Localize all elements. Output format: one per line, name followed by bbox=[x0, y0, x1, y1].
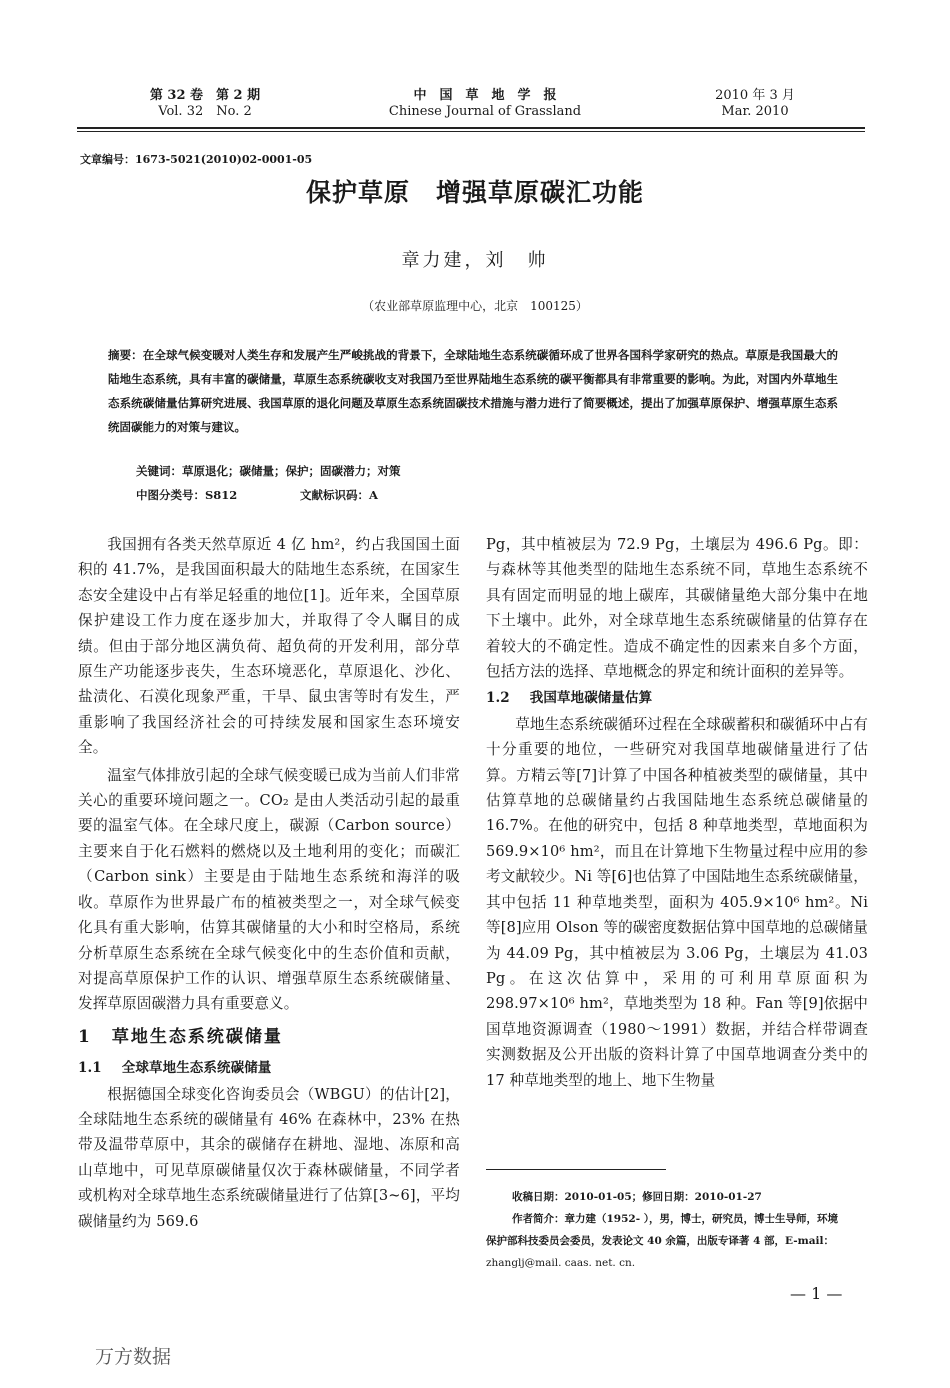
paragraph: 温室气体排放引起的全球气候变暖已成为当前人们非常关心的重要环境问题之一。CO₂ 是由人类活动引起的最重要的温室气体。在全球尺度上，碳源（Carbon source）主要来自于化石燃料的燃烧以及土地利用的变化；而碳汇（Carbon sink）主要是由于陆地生态系统和海洋的吸收。草原作为世界最广布的植被类型之一，对全球气候变化具有重大影响，估算其碳储量的大小和时空格局，系统分析草原生态系统在全球气候变化中的生态价值和贡献，对提高草原保护工作的认识、增强草原生态系统碳储量、发挥草原固碳潜力具有重要意义。 bbox=[78, 766, 460, 1013]
subsection-title: 我国草地碳储量估算 bbox=[529, 690, 653, 707]
footnote-rule bbox=[486, 1169, 666, 1170]
subsection-title: 全球草地生态系统碳储量 bbox=[121, 1060, 272, 1077]
header-date-cn: 2010 年 3 月 bbox=[715, 88, 795, 103]
keywords: 关键词：草原退化；碳储量；保护；固碳潜力；对策 bbox=[136, 464, 401, 478]
author-email: zhanglj@mail. caas. net. cn. bbox=[486, 1257, 636, 1269]
article-number: 文章编号：1673-5021(2010)02-0001-05 bbox=[80, 153, 313, 166]
paragraph: 草地生态系统碳循环过程在全球碳蓄积和碳循环中占有十分重要的地位，一些研究对我国草地碳储量进行了估算。方精云等[7]计算了中国各种植被类型的碳储量，其中估算草地的总碳储量约占我国陆地生态系统总碳储量的 16.7%。在他的研究中，包括 8 种草地类型，草地面积为 569.9×10⁶ hm²，而且在计算地下生物量过程中应用的参考文献较少。Ni 等[6]也估算了中国陆地生态系统碳储量，其中包括 11 种草地类型，面积为 405.9×10⁶ hm²。Ni 等[8]应用 Olson 等的碳密度数据估算中国草地的总碳储量为 44.09 Pg，其中植被层为 3.06 Pg，土壤层为 41.03 Pg。在这次估算中，采用的可利用草原面积为 298.97×10⁶ hm²，草地类型为 18 种。Fan 等[9]依据中国草地资源调查（1980～1991）数据，并结合样带调查实测数据及公开出版的资料计算了中国草地调查分类中的 17 种草地类型的地上、地下生物量 bbox=[486, 715, 868, 1089]
paragraph: 我国拥有各类天然草原近 4 亿 hm²，约占我国国土面积的 41.7%，是我国面积最大的陆地生态系统，在国家生态安全建设中占有举足轻重的地位[1]。近年来，全国草原保护建设工作力度在逐步加大，并取得了令人瞩目的成绩。但由于部分地区满负荷、超负荷的开发利用，部分草原生产功能逐步丧失，生态环境恶化，草原退化、沙化、盐渍化、石漠化现象严重，干旱、鼠虫害等时有发生，严重影响了我国经济社会的可持续发展和国家生态环境安全。 bbox=[78, 536, 460, 757]
header-date bbox=[690, 88, 820, 120]
subsection-number: 1.2 bbox=[486, 690, 510, 707]
watermark: 万方数据 bbox=[95, 1346, 172, 1368]
author-bio-line: 保护部科技委员会委员，发表论文 40 余篇，出版专译著 4 部，E-mail： bbox=[486, 1235, 834, 1247]
clc-number: 中图分类号：S812 bbox=[136, 488, 238, 502]
paragraph: 根据德国全球变化咨询委员会（WBGU）的估计[2]，全球陆地生态系统的碳储量有 46% 在森林中，23% 在热带及温带草原中，其余的碳储存在耕地、湿地、冻原和高山草地中，可见草原碳储量仅次于森林碳储量，不同学者或机构对全球草地生态系统碳储量进行了估算[3~6]，平均碳储量约为 569.6 bbox=[78, 1085, 460, 1230]
footnotes bbox=[486, 1186, 868, 1274]
header-volume-en: Vol. 32 No. 2 bbox=[158, 104, 252, 119]
header-rule-thick bbox=[77, 127, 865, 129]
paragraph: Pg，其中植被层为 72.9 Pg，土壤层为 496.6 Pg。即：与森林等其他类型的陆地生态系统不同，草地生态系统不具有固定而明显的地上碳库，其碳储量绝大部分集中在地下土壤中。此外，对全球草地生态系统碳储量的估算存在着较大的不确定性。造成不确定性的因素来自多个方面，包括方法的选择、草地概念的界定和统计面积的差异等。 bbox=[486, 536, 868, 681]
section-title: 草地生态系统碳储量 bbox=[111, 1026, 283, 1047]
header-journal bbox=[355, 88, 615, 120]
section-number: 1 bbox=[78, 1026, 92, 1047]
authors: 章力建，刘 帅 bbox=[401, 250, 549, 271]
author-bio-line: 作者简介：章力建（1952- ），男，博士，研究员，博士生导师，环境 bbox=[512, 1213, 838, 1225]
header-journal-cn: 中 国 草 地 学 报 bbox=[413, 88, 557, 103]
header-volume-issue bbox=[120, 88, 290, 120]
header-volume-cn: 第 32 卷 第 2 期 bbox=[149, 88, 261, 103]
page-title: 保护草原 增强草原碳汇功能 bbox=[305, 178, 644, 207]
header-rule-thin bbox=[77, 131, 865, 132]
subsection-heading-1-1 bbox=[78, 1056, 460, 1081]
right-column bbox=[486, 532, 868, 1093]
page-number: — 1 — bbox=[790, 1284, 843, 1303]
document-code: 文献标识码：A bbox=[300, 488, 378, 502]
subsection-number: 1.1 bbox=[78, 1060, 102, 1077]
received-date: 收稿日期：2010-01-05；修回日期：2010-01-27 bbox=[512, 1191, 762, 1203]
abstract: 摘要：在全球气候变暖对人类生存和发展产生严峻挑战的背景下，全球陆地生态系统碳循环成了世界各国科学家研究的热点。草原是我国最大的陆地生态系统，具有丰富的碳储量，草原生态系统碳收支对我国乃至世界陆地生态系统的碳平衡都具有非常重要的影响。为此，对国内外草地生态系统碳储量估算研究进展、我国草原的退化问题及草原生态系统固碳技术措施与潜力进行了简要概述，提出了加强草原保护、增强草原生态系统固碳能力的对策与建议。 bbox=[108, 348, 838, 434]
affiliation: （农业部草原监理中心，北京 100125） bbox=[362, 299, 588, 313]
section-heading-1 bbox=[78, 1025, 460, 1050]
header-journal-en: Chinese Journal of Grassland bbox=[388, 104, 582, 119]
header-date-en: Mar. 2010 bbox=[721, 104, 789, 119]
left-column bbox=[78, 532, 460, 1234]
subsection-heading-1-2 bbox=[486, 686, 868, 711]
